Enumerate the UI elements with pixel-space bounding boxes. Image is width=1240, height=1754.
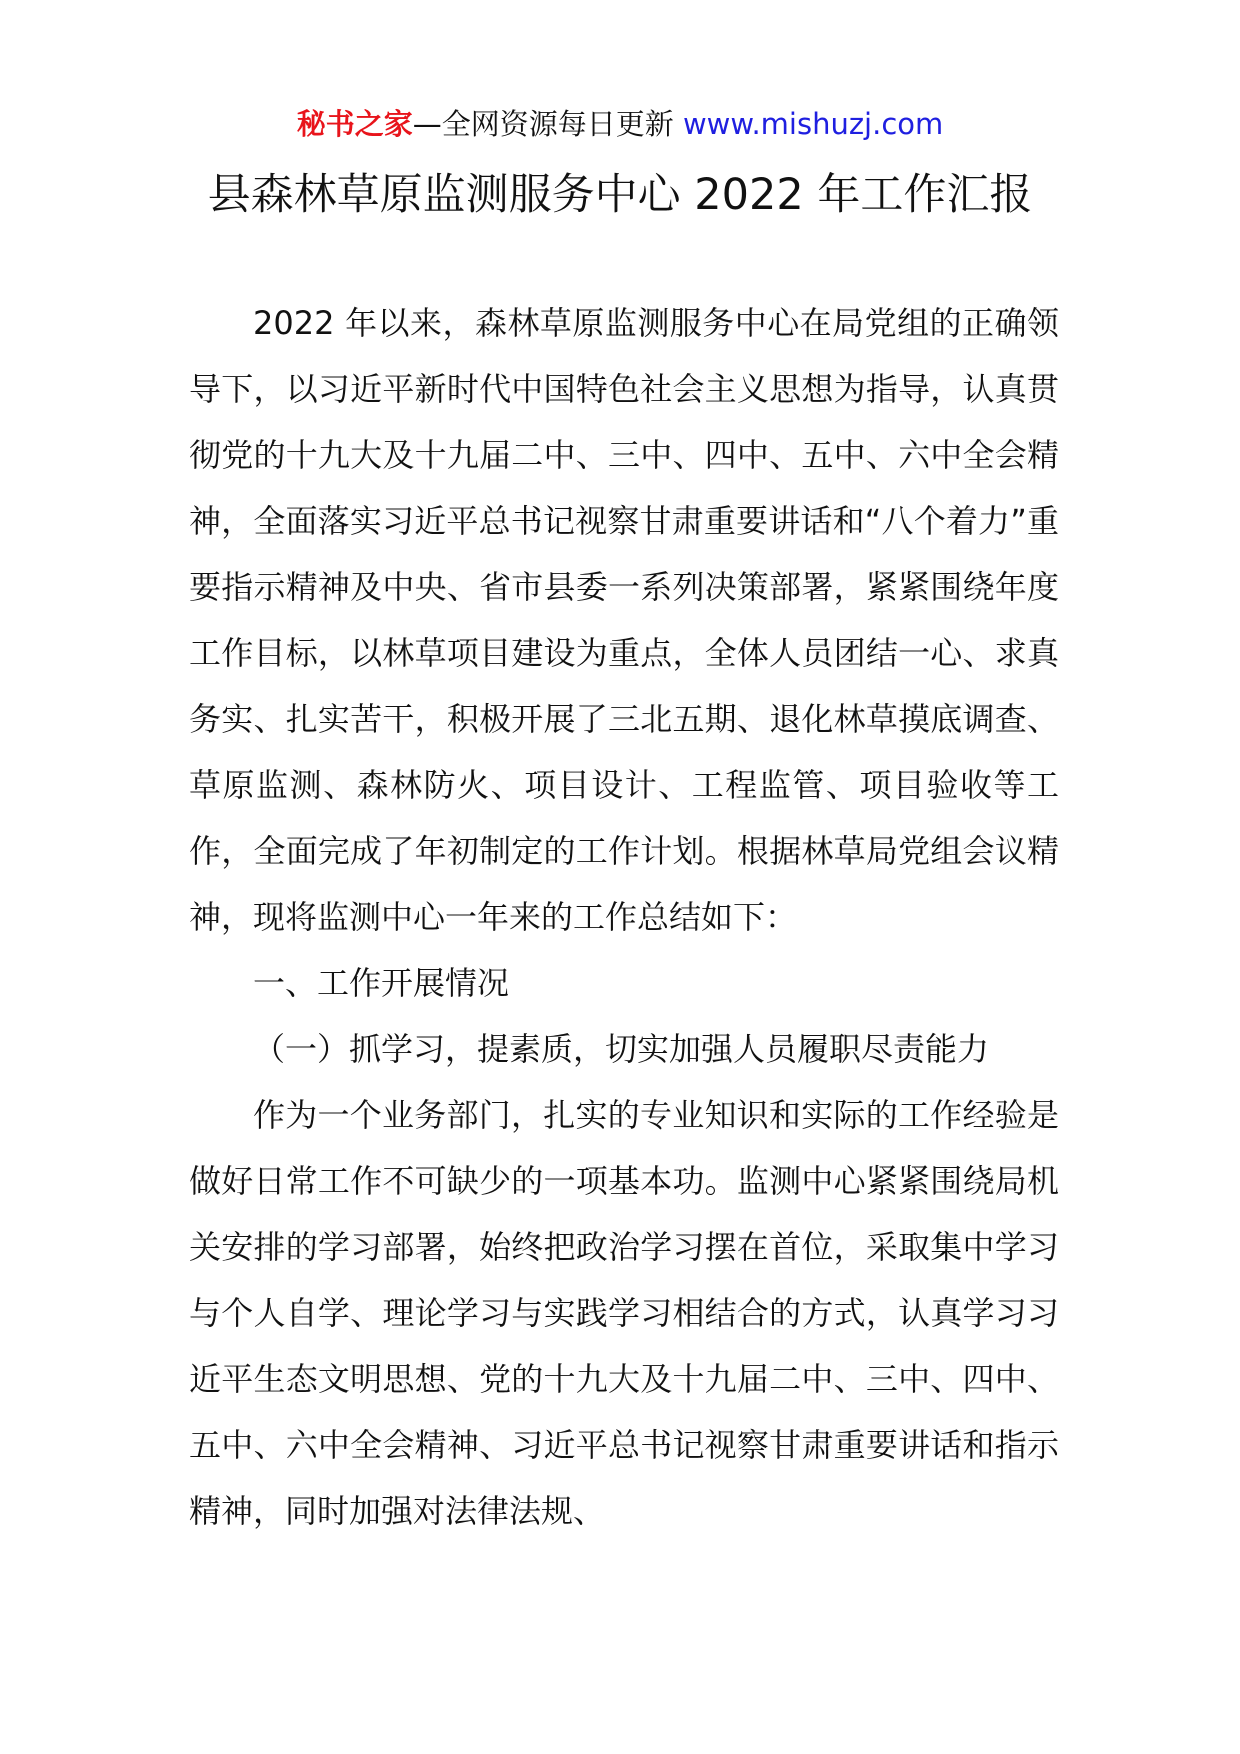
section-heading: 一、工作开展情况: [253, 964, 510, 1002]
banner-brand: 秘书之家: [296, 107, 413, 141]
document-title: 县森林草原监测服务中心 2022 年工作汇报: [207, 170, 1033, 220]
intro-paragraph: 2022 年以来，森林草原监测服务中心在局党组的正确领导下，以习近平新时代中国特色社会主义思想为指导，认真贯彻党的十九大及十九届二中、三中、四中、五中、六中全会精神，全面落实习近平总书记视察甘肃重要讲话和“八个着力”重要指示精神及中央、省市县委一系列决策部署，紧紧围绕年度工作目标，以林草项目建设为重点，全体人员团结一心、求真务实、扎实苦干，积极开展了三北五期、退化林草摸底调查、草原监测、森林防火、项目设计、工程监管、项目验收等工作，全面完成了年初制定的工作计划。根据林草局党组会议精神，现将监测中心一年来的工作总结如下：: [189, 304, 1059, 936]
banner-tagline: —全网资源每日更新: [412, 107, 683, 141]
body-paragraph: 作为一个业务部门，扎实的专业知识和实际的工作经验是做好日常工作不可缺少的一项基本功。监测中心紧紧围绕局机关安排的学习部署，始终把政治学习摆在首位，采取集中学习与个人自学、理论学习与实践学习相结合的方式，认真学习习近平生态文明思想、党的十九大及十九届二中、三中、四中、五中、六中全会精神、习近平总书记视察甘肃重要讲话和指示精神，同时加强对法律法规、: [189, 1096, 1059, 1530]
banner-url-link[interactable]: www.mishuzj.com: [682, 107, 944, 141]
subsection-heading: （一）抓学习，提素质，切实加强人员履职尽责能力: [253, 1030, 990, 1068]
site-banner: [0, 104, 1240, 144]
document-body: [189, 290, 1059, 1544]
